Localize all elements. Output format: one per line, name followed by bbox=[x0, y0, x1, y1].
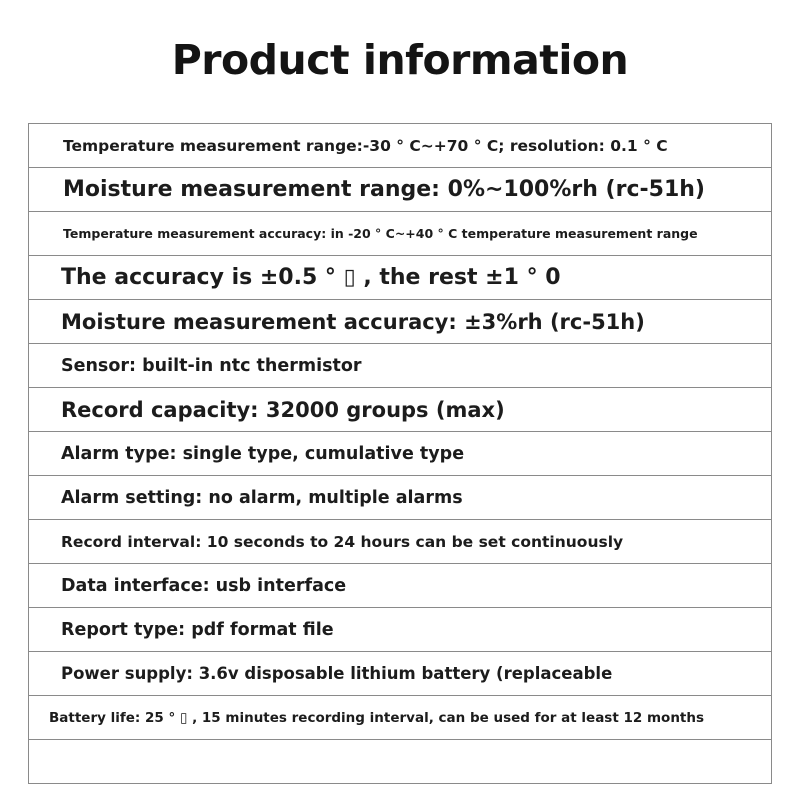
table-row-temperature-range: Temperature measurement range:-30 ° C~+70 ° C; resolution: 0.1 ° C bbox=[29, 124, 771, 168]
table-row-battery-life: Battery life: 25 ° ▯ , 15 minutes recording interval, can be used for at least 12 months bbox=[29, 696, 771, 740]
page-title: Product information bbox=[171, 36, 629, 84]
table-row-alarm-type: Alarm type: single type, cumulative type bbox=[29, 432, 771, 476]
table-row-moisture-accuracy: Moisture measurement accuracy: ±3%rh (rc-51h) bbox=[29, 300, 771, 344]
table-row-record-capacity: Record capacity: 32000 groups (max) bbox=[29, 388, 771, 432]
table-row-record-interval: Record interval: 10 seconds to 24 hours can be set continuously bbox=[29, 520, 771, 564]
product-info-table bbox=[28, 123, 772, 784]
table-row-accuracy-detail: The accuracy is ±0.5 ° ▯ , the rest ±1 ° 0 bbox=[29, 256, 771, 300]
table-row-sensor: Sensor: built-in ntc thermistor bbox=[29, 344, 771, 388]
table-row-temperature-accuracy: Temperature measurement accuracy: in -20 ° C~+40 ° C temperature measurement range bbox=[29, 212, 771, 256]
table-row-data-interface: Data interface: usb interface bbox=[29, 564, 771, 608]
table-row-power-supply: Power supply: 3.6v disposable lithium battery (replaceable bbox=[29, 652, 771, 696]
table-row-empty bbox=[29, 740, 771, 784]
table-row-alarm-setting: Alarm setting: no alarm, multiple alarms bbox=[29, 476, 771, 520]
table-row-report-type: Report type: pdf format file bbox=[29, 608, 771, 652]
table-row-moisture-range: Moisture measurement range: 0%~100%rh (rc-51h) bbox=[29, 168, 771, 212]
